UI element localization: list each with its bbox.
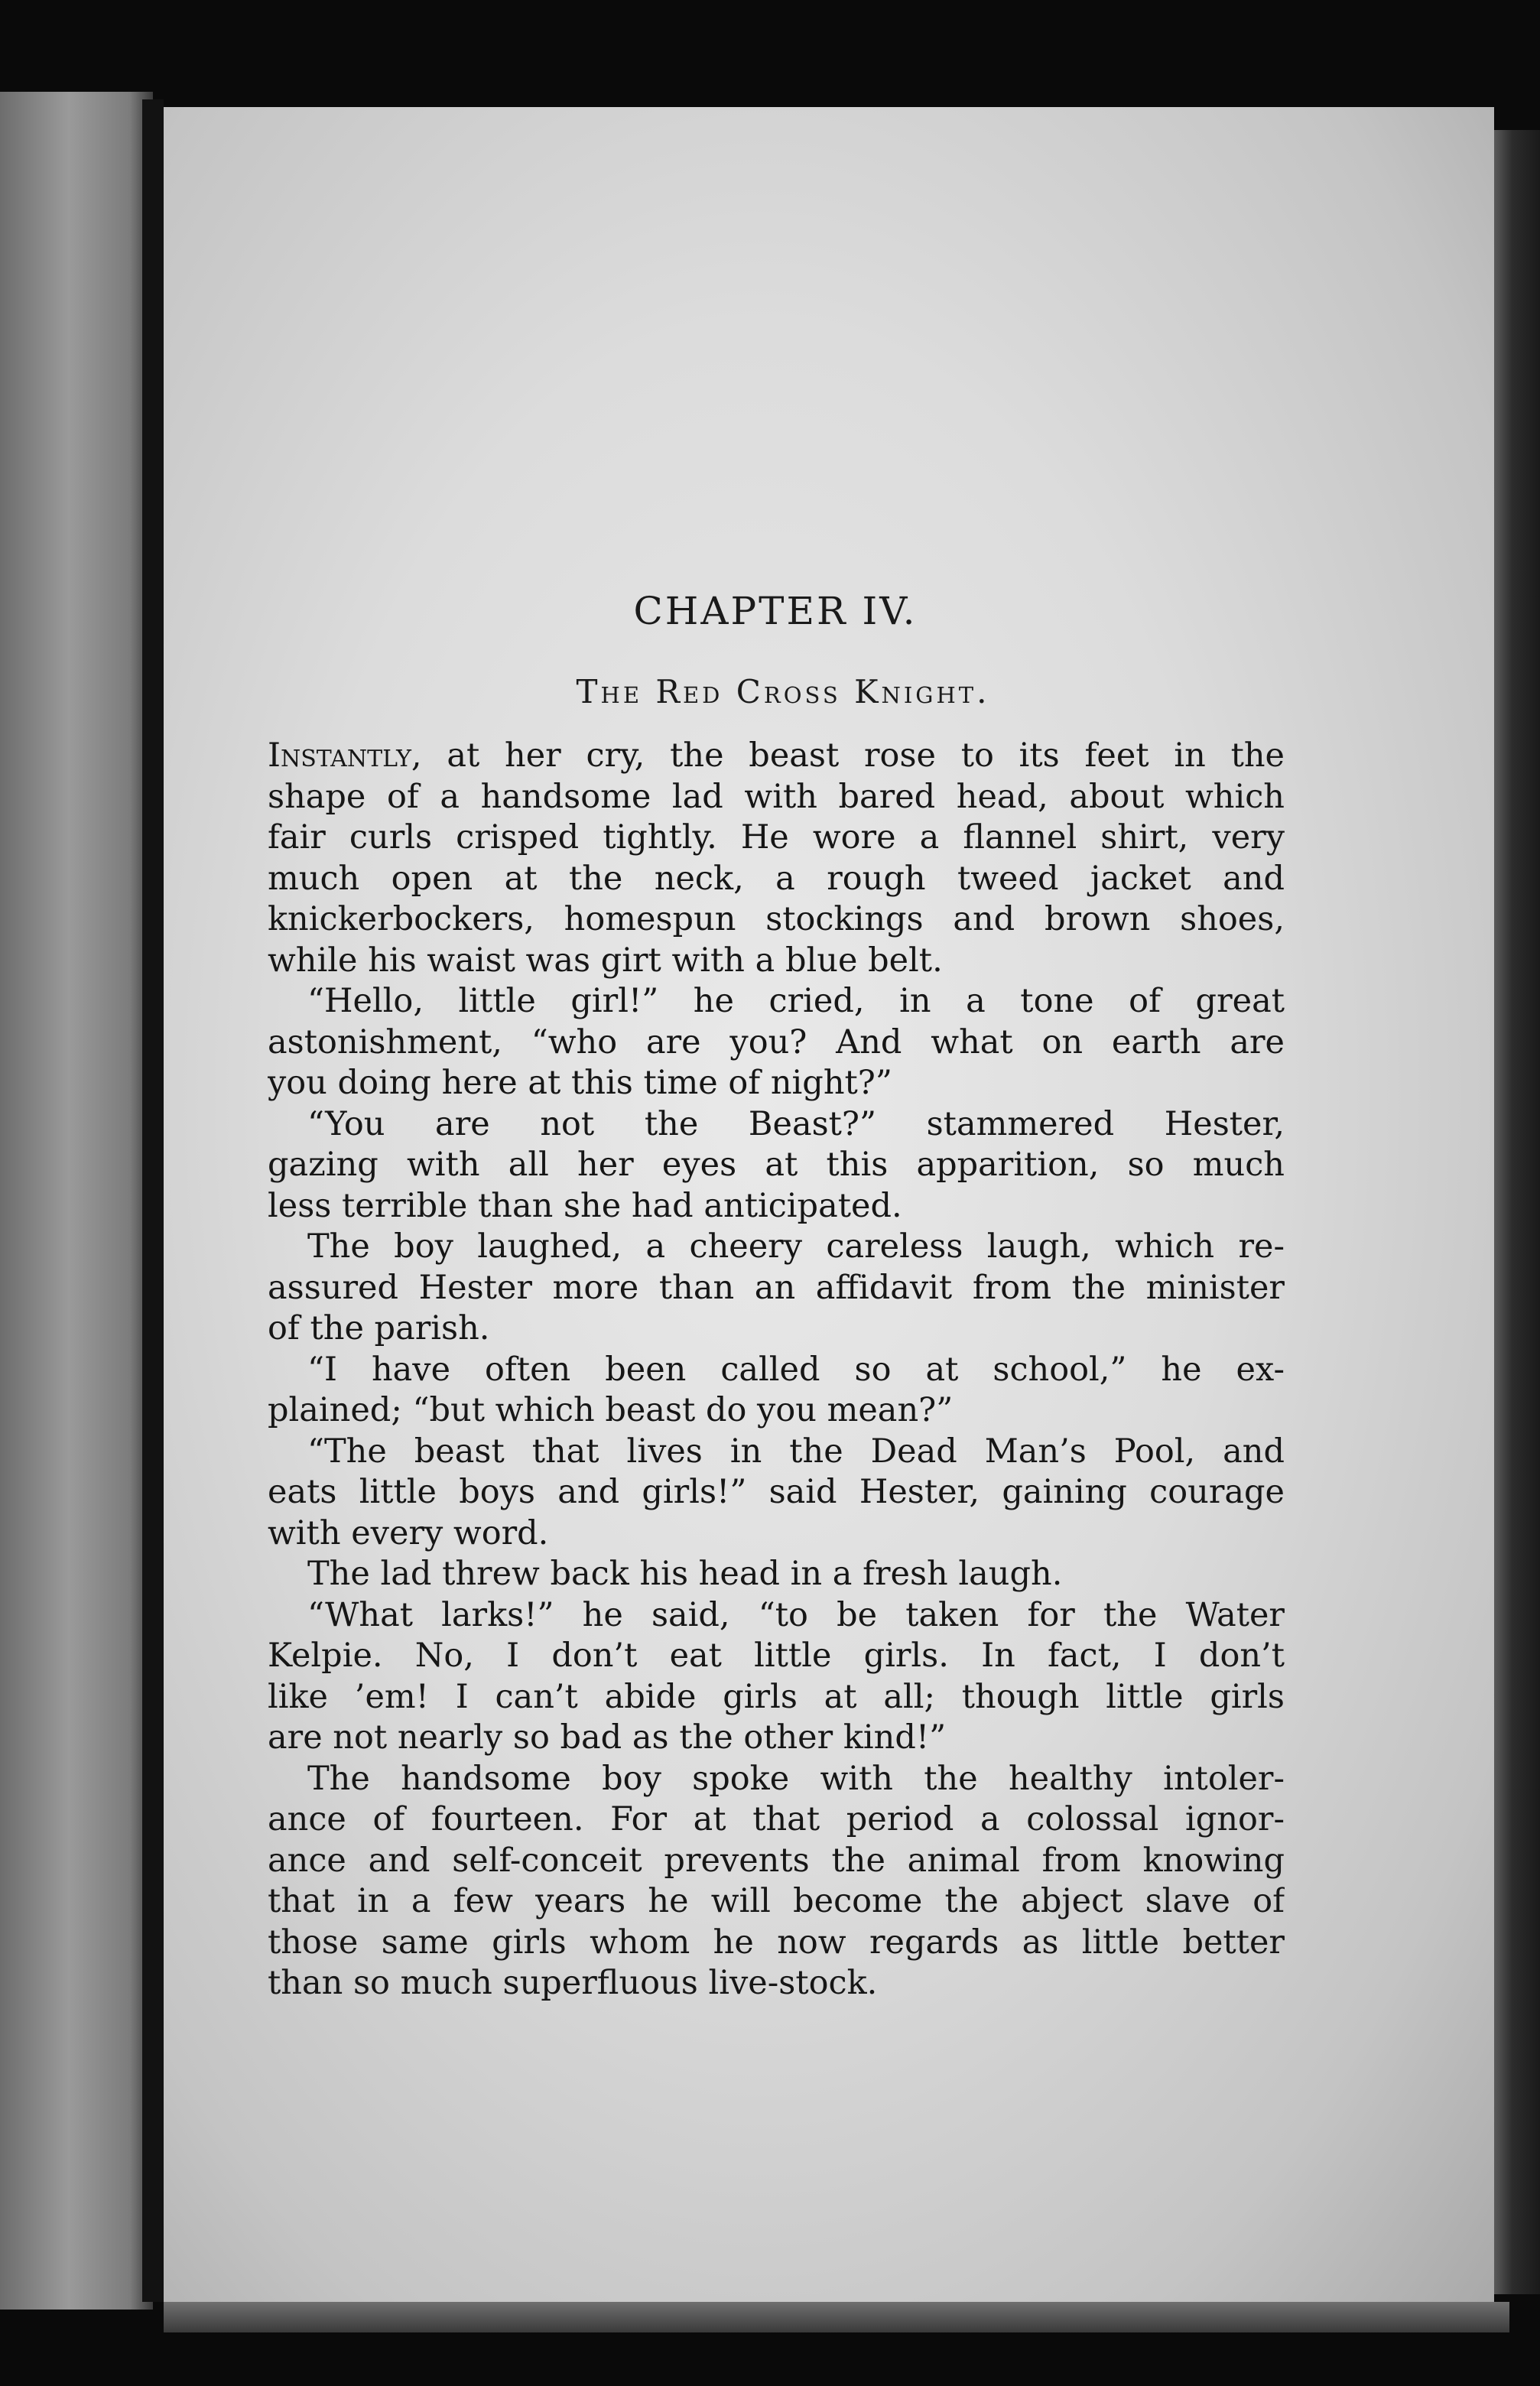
text-line: much open at the neck, a rough tweed jacket and <box>268 859 1285 898</box>
text-line: ance and self-conceit prevents the animal from knowing <box>268 1841 1285 1880</box>
chapter-title: The Red Cross Knight. <box>576 673 990 710</box>
text-line: “I have often been called so at school,” he ex- <box>307 1350 1285 1389</box>
text-line: “What larks!” he said, “to be taken for the Water <box>307 1595 1285 1634</box>
text-line: plained; “but which beast do you mean?” <box>268 1391 954 1429</box>
text-line: while his waist was girt with a blue belt. <box>268 941 943 980</box>
previous-page-edge <box>0 92 153 2310</box>
chapter-number: CHAPTER IV. <box>633 589 918 633</box>
text-line: Kelpie. No, I don’t eat little girls. In fact, I don’t <box>268 1637 1285 1675</box>
text-line: less terrible than she had anticipated. <box>268 1186 902 1225</box>
text-line: The boy laughed, a cheery careless laugh, which re- <box>307 1227 1285 1266</box>
text-line: The handsome boy spoke with the healthy intoler- <box>307 1759 1285 1798</box>
text-line: “Hello, little girl!” he cried, in a tone of great <box>307 982 1285 1020</box>
text-line: those same girls whom he now regards as little better <box>268 1923 1285 1962</box>
text-line: eats little boys and girls!” said Hester, gaining courage <box>268 1473 1285 1511</box>
text-line: fair curls crisped tightly. He wore a flannel shirt, very <box>268 818 1285 857</box>
text-line: gazing with all her eyes at this apparition, so much <box>268 1146 1285 1184</box>
text-line: are not nearly so bad as the other kind!” <box>268 1718 947 1757</box>
text-line: astonishment, “who are you? And what on earth are <box>268 1022 1285 1061</box>
text-line: Instantly, at her cry, the beast rose to its feet in the <box>268 736 1285 775</box>
lead-word: Instantly, <box>268 736 422 775</box>
text-line: assured Hester more than an affidavit from the minister <box>268 1268 1285 1307</box>
page-edge-bottom <box>164 2302 1509 2332</box>
book-gutter <box>142 99 164 2302</box>
page-edge-right <box>1494 130 1540 2294</box>
text-line: knickerbockers, homespun stockings and brown shoes, <box>268 900 1285 938</box>
text-line: like ’em! I can’t abide girls at all; though little girls <box>268 1677 1285 1716</box>
text-line: you doing here at this time of night?” <box>268 1064 892 1102</box>
text-line: “You are not the Beast?” stammered Hester, <box>307 1104 1285 1143</box>
text-line: “The beast that lives in the Dead Man’s Pool, and <box>307 1432 1285 1471</box>
text-line: with every word. <box>268 1513 549 1552</box>
text-line: than so much superfluous live-stock. <box>268 1964 878 2002</box>
text-line: of the parish. <box>268 1309 490 1347</box>
text-line: The lad threw back his head in a fresh laugh. <box>307 1555 1063 1593</box>
text-line: shape of a handsome lad with bared head, about which <box>268 777 1285 816</box>
text-line: that in a few years he will become the abject slave of <box>268 1882 1285 1920</box>
chapter-text <box>268 736 1285 2004</box>
text-line: ance of fourteen. For at that period a colossal ignor- <box>268 1800 1285 1838</box>
